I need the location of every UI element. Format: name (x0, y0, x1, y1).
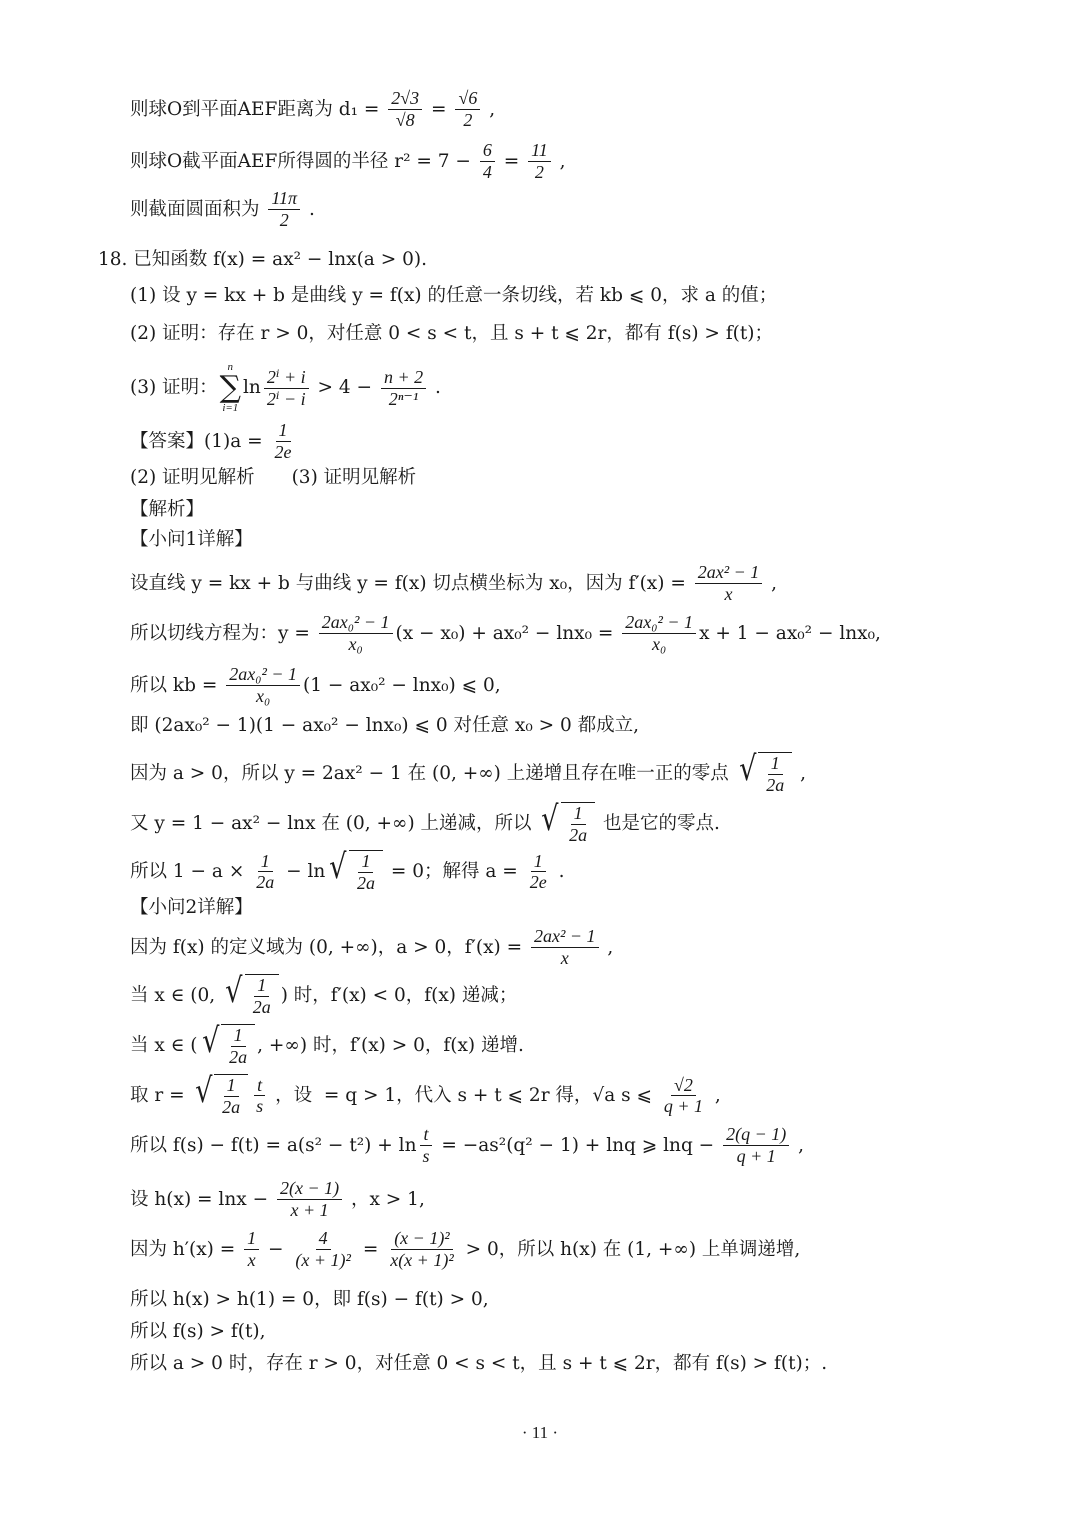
fraction-denominator: s (422, 1145, 430, 1166)
fraction-denominator: 2e (274, 441, 292, 462)
line-text: 【小问1详解】 (130, 529, 253, 550)
fraction-denominator: x (560, 947, 569, 968)
line-text: = −as²(q² − 1) + lnq ⩾ lnq − (435, 1134, 721, 1156)
fraction-denominator: x(x + 1)² (390, 1249, 454, 1270)
fraction (253, 851, 277, 893)
fraction (661, 1075, 706, 1117)
fraction-denominator: 2 (279, 209, 289, 230)
square-root (539, 799, 595, 845)
square-root (193, 1071, 249, 1117)
fraction-denominator: 2e (529, 872, 547, 893)
radical-sign: √ (738, 749, 757, 789)
fraction-numerator: 1 (768, 753, 783, 775)
line-text: 所以 1 − a × (130, 861, 251, 883)
radicand-fraction (250, 975, 274, 1017)
text-line-l10 (130, 498, 1020, 521)
text-line-l01 (130, 88, 1020, 130)
text-line-l02 (130, 140, 1020, 182)
summation-upper-limit: n (227, 361, 234, 373)
fraction (455, 88, 480, 130)
fraction-denominator: 2a (252, 996, 271, 1017)
summation-sign (220, 362, 241, 414)
line-text: , (483, 98, 496, 120)
line-text: 因为 h′(x) = (130, 1238, 242, 1260)
fraction-denominator: 2 (463, 109, 473, 130)
fraction-denominator: √8 (395, 109, 415, 130)
line-text: , (709, 1085, 721, 1107)
text-line-l12 (130, 562, 1020, 604)
fraction (622, 612, 696, 654)
line-text: 所以切线方程为：y = (130, 622, 316, 644)
line-text: 即 (2ax₀² − 1)(1 − ax₀² − lnx₀) ⩽ 0 对任意 x₀ > 0 都成立, (130, 715, 640, 736)
line-text: 则球O截平面AEF所得圆的半径 r² = 7 − (130, 150, 477, 172)
fraction-denominator: s (256, 1096, 264, 1117)
fraction (381, 367, 426, 409)
square-root (223, 971, 279, 1017)
fraction-numerator: 11 (528, 140, 551, 162)
text-line-l09 (130, 466, 1020, 489)
fraction-denominator: 2ⁿ⁻¹ (388, 388, 419, 409)
radical-sign: √ (541, 799, 559, 839)
line-text: 【解析】 (130, 499, 205, 520)
fraction (527, 851, 550, 893)
line-text: 则截面圆面积为 (130, 198, 266, 220)
fraction (253, 1075, 266, 1117)
line-text: 【小问2详解】 (130, 897, 253, 918)
fraction-numerator: 6 (480, 140, 495, 162)
fraction (292, 1228, 354, 1270)
line-text: , (794, 763, 807, 785)
line-text: 18. 已知函数 f(x) = ax² − lnx(a > 0). (98, 249, 427, 270)
line-text: 所以 f(s) − f(t) = a(s² − t²) + ln (130, 1134, 417, 1156)
fraction-numerator: 2ax² − 1 (695, 562, 763, 584)
fraction-denominator: x + 1 (290, 1199, 329, 1220)
line-text: 也是它的零点. (597, 813, 720, 835)
line-text: 取 r = (130, 1085, 191, 1107)
fraction (272, 420, 295, 462)
line-text: ，x > 1, (345, 1188, 425, 1210)
text-line-l07 (130, 362, 1020, 414)
line-text: = 0；解得 a = (384, 861, 524, 883)
line-text: . (552, 861, 565, 883)
radical-sign: √ (194, 1071, 213, 1111)
line-text: > 4 − (311, 377, 378, 399)
text-line-l13 (130, 612, 1020, 654)
fraction (723, 1124, 789, 1166)
line-text: 又 y = 1 − ax² − lnx 在 (0, +∞) 上递减，所以 (130, 813, 538, 835)
text-line-l16 (130, 749, 1020, 795)
fraction-denominator: 2ⁱ − i (266, 388, 306, 409)
fraction (531, 926, 599, 968)
fraction-numerator: t (420, 1124, 431, 1146)
fraction-denominator: x₀ (652, 633, 667, 654)
fraction-numerator: 1 (571, 803, 586, 825)
line-text: 【答案】(1)a = (130, 430, 269, 452)
fraction-denominator: q + 1 (663, 1096, 704, 1117)
radicand (245, 974, 279, 1017)
line-text: (3) 证明： (130, 377, 218, 399)
line-text: 因为 a > 0，所以 y = 2ax² − 1 在 (0, +∞) 上递增且存在唯一正的零点 (130, 763, 735, 785)
fraction-numerator: 1 (358, 851, 373, 873)
text-line-l24 (130, 1124, 1020, 1166)
fraction-denominator: (x + 1)² (295, 1249, 351, 1270)
text-line-l26 (130, 1228, 1020, 1270)
line-text: 所以 kb = (130, 674, 224, 696)
radical-sign: √ (201, 1021, 220, 1061)
fraction-numerator: 1 (254, 975, 269, 997)
line-text: . (429, 377, 441, 399)
text-line-l04 (98, 248, 1020, 271)
line-text: , (601, 936, 614, 958)
sigma-symbol: ∑ (219, 370, 242, 405)
text-line-l28 (130, 1320, 1020, 1343)
radicand (561, 802, 595, 845)
text-line-l29 (130, 1352, 1020, 1375)
text-line-l22 (130, 1021, 1020, 1067)
line-text: (1 − ax₀² − lnx₀) ⩽ 0, (303, 674, 501, 696)
fraction-numerator: 1 (531, 851, 546, 873)
text-line-l25 (130, 1178, 1020, 1220)
fraction-numerator: 2ax² − 1 (531, 926, 599, 948)
line-text: − (262, 1238, 290, 1260)
line-text: 则球O到平面AEF距离为 d₁ = (130, 98, 386, 120)
text-line-l03 (130, 188, 1020, 230)
fraction-denominator: 2 (534, 161, 544, 182)
line-text: 所以 f(s) > f(t), (130, 1321, 266, 1342)
page-number: · 11 · (521, 1423, 559, 1442)
fraction (695, 562, 763, 604)
summation-lower-limit: i=1 (222, 402, 239, 414)
radicand-fraction (354, 851, 378, 893)
fraction-denominator: 2a (356, 872, 375, 893)
line-text: (2) 证明：存在 r > 0，对任意 0 < s < t，且 s + t ⩽ 2r，都有 f(s) > f(t)； (130, 323, 774, 344)
fraction-numerator: 1 (224, 1075, 239, 1097)
fraction (268, 188, 300, 230)
fraction-numerator: n + 2 (381, 367, 426, 389)
fraction-numerator: (x − 1)² (391, 1228, 453, 1250)
square-root (327, 847, 383, 893)
fraction-numerator: 2ax₀² − 1 (319, 612, 393, 634)
fraction-denominator: 2a (569, 824, 588, 845)
fraction (226, 664, 300, 706)
text-line-l06 (130, 322, 1020, 345)
fraction (264, 367, 309, 409)
radicand-fraction (566, 803, 590, 845)
line-text: , (553, 150, 566, 172)
radicand-fraction (763, 753, 787, 795)
line-text: = q > 1，代入 s + t ⩽ 2r 得，√a s ⩽ (317, 1085, 658, 1107)
line-text: 当 x ∈ (0, (130, 985, 222, 1007)
line-text: 所以 h(x) > h(1) = 0，即 f(s) − f(t) > 0, (130, 1289, 489, 1310)
fraction-denominator: 2a (229, 1046, 248, 1067)
fraction-denominator: 2a (766, 774, 785, 795)
line-text: , (792, 1134, 804, 1156)
line-text: 设 h(x) = lnx − (130, 1188, 274, 1210)
square-root (200, 1021, 256, 1067)
fraction-denominator: x₀ (348, 633, 363, 654)
fraction (387, 1228, 457, 1270)
line-text: − ln (280, 861, 326, 883)
square-root (737, 749, 793, 795)
line-text: = (356, 1238, 385, 1260)
fraction (480, 140, 495, 182)
line-text: ，设 (269, 1085, 318, 1107)
line-text: , +∞) 时，f′(x) > 0，f(x) 递增. (257, 1035, 524, 1057)
fraction-numerator: 1 (276, 420, 291, 442)
radical-sign: √ (329, 847, 347, 887)
text-line-l15 (130, 714, 1020, 737)
fraction-numerator: t (254, 1075, 265, 1097)
text-line-l21 (130, 971, 1020, 1017)
fraction-numerator: 2ⁱ + i (264, 367, 309, 389)
fraction-numerator: 2ax₀² − 1 (226, 664, 300, 686)
fraction-numerator: 1 (231, 1025, 246, 1047)
fraction-numerator: 4 (316, 1228, 331, 1250)
radical-sign: √ (225, 971, 243, 1011)
fraction (244, 1228, 259, 1270)
line-text: ln (243, 377, 261, 399)
line-text: (x − x₀) + ax₀² − lnx₀ = (395, 622, 620, 644)
line-text: ) 时，f′(x) < 0，f(x) 递减； (280, 985, 518, 1007)
radicand-fraction (226, 1025, 250, 1067)
line-text: = (425, 98, 453, 120)
radicand (758, 752, 792, 795)
text-line-l27 (130, 1288, 1020, 1311)
text-line-l17 (130, 799, 1020, 845)
fraction (277, 1178, 342, 1220)
text-line-l19 (130, 896, 1020, 919)
fraction-numerator: 1 (244, 1228, 259, 1250)
fraction-denominator: 4 (482, 161, 492, 182)
fraction-denominator: x (247, 1249, 256, 1270)
fraction-numerator: 1 (258, 851, 273, 873)
fraction-denominator: x₀ (255, 685, 271, 706)
fraction-numerator: 2ax₀² − 1 (622, 612, 696, 634)
text-line-l20 (130, 926, 1020, 968)
radicand (214, 1074, 248, 1117)
radicand-fraction (219, 1075, 243, 1117)
fraction-numerator: 2√3 (388, 88, 422, 110)
line-text: 因为 f(x) 的定义域为 (0, +∞)，a > 0，f′(x) = (130, 936, 528, 958)
text-line-l08 (130, 420, 1020, 462)
line-text: 当 x ∈ ( (130, 1035, 198, 1057)
fraction-numerator: 11π (268, 188, 300, 210)
radicand (349, 850, 383, 893)
fraction (319, 612, 393, 654)
text-line-l14 (130, 664, 1020, 706)
line-text: . (303, 198, 315, 220)
fraction-denominator: 2a (222, 1096, 241, 1117)
text-line-l05 (130, 284, 1020, 307)
line-text: x + 1 − ax₀² − lnx₀, (699, 622, 881, 644)
fraction-numerator: 2(x − 1) (277, 1178, 342, 1200)
fraction-denominator: 2a (256, 872, 275, 893)
fraction-denominator: x (724, 583, 733, 604)
radicand (221, 1024, 255, 1067)
line-text: (2) 证明见解析 (3) 证明见解析 (130, 467, 417, 488)
fraction-denominator: q + 1 (736, 1145, 776, 1166)
line-text: 设直线 y = kx + b 与曲线 y = f(x) 切点横坐标为 x₀，因为 f′(x) = (130, 572, 692, 594)
text-line-l11 (130, 528, 1020, 551)
fraction-numerator: √2 (671, 1075, 696, 1097)
line-text: = (497, 150, 526, 172)
fraction (388, 88, 422, 130)
line-text: (1) 设 y = kx + b 是曲线 y = f(x) 的任意一条切线，若 kb ⩽ 0，求 a 的值； (130, 285, 778, 306)
line-text: 所以 a > 0 时，存在 r > 0，对任意 0 < s < t，且 s + t ⩽ 2r，都有 f(s) > f(t)；. (130, 1353, 828, 1374)
text-line-l23 (130, 1071, 1020, 1117)
fraction (528, 140, 551, 182)
line-text: > 0，所以 h(x) 在 (1, +∞) 上单调递增, (459, 1238, 801, 1260)
fraction-numerator: 2(q − 1) (723, 1124, 789, 1146)
fraction (419, 1124, 432, 1166)
line-text: , (765, 572, 778, 594)
text-line-l18 (130, 847, 1020, 893)
fraction-numerator: √6 (455, 88, 480, 110)
